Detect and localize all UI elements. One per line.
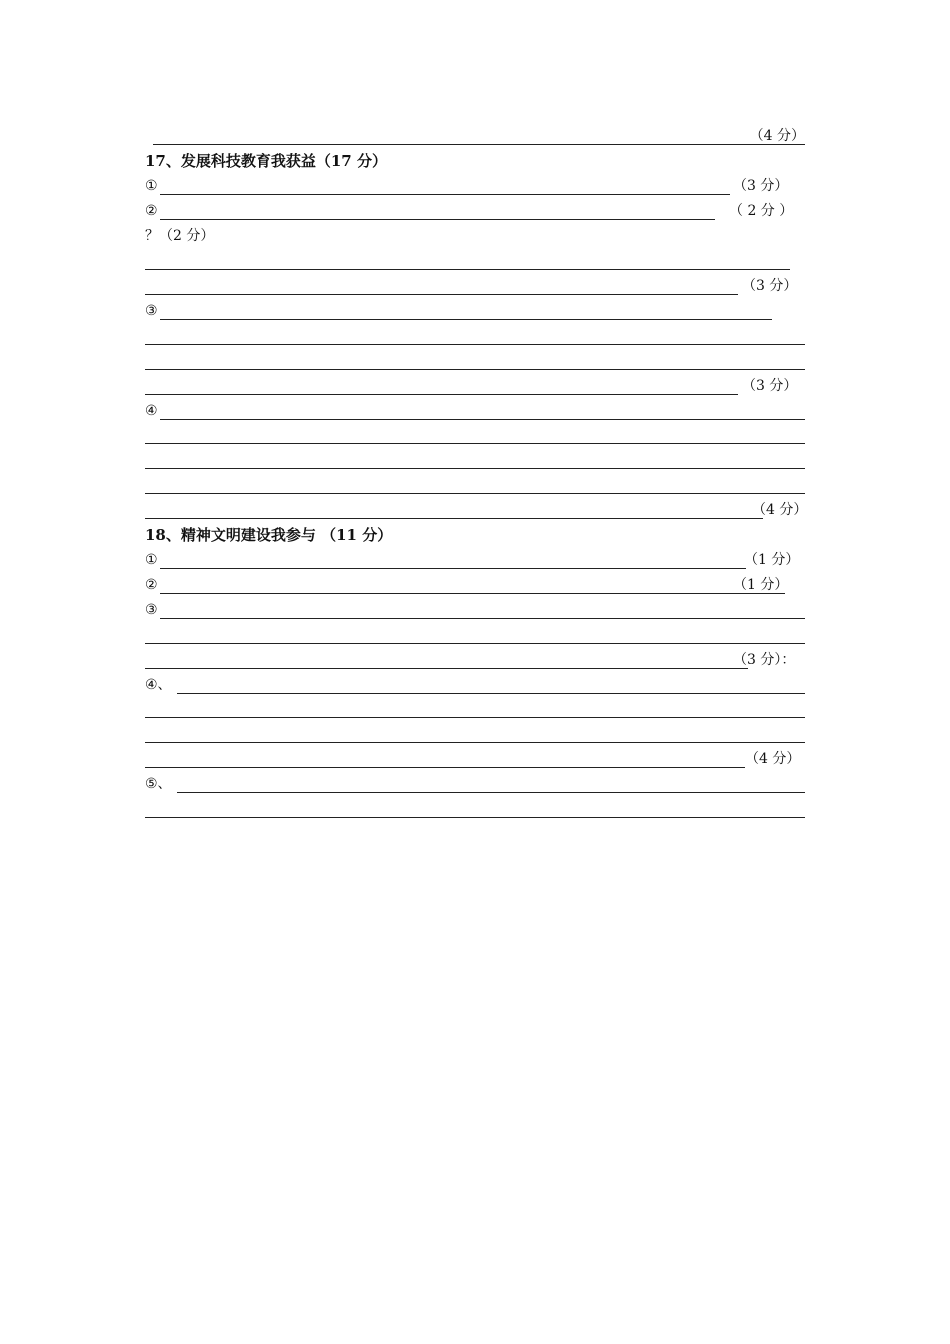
answer-line[interactable] xyxy=(145,468,805,469)
question-heading: 18、精神文明建设我参与 （11 分） xyxy=(145,526,393,544)
answer-line[interactable] xyxy=(145,668,748,669)
answer-line[interactable] xyxy=(145,394,738,395)
answer-line[interactable] xyxy=(160,568,746,569)
answer-line[interactable] xyxy=(145,443,805,444)
q18-item-4-end[interactable] xyxy=(145,750,805,768)
answer-line[interactable] xyxy=(145,742,805,743)
q18-item-2[interactable] xyxy=(145,576,805,594)
answer-line[interactable] xyxy=(160,219,715,220)
q17-blank-line[interactable] xyxy=(145,426,805,444)
item-marker: ② xyxy=(145,577,158,593)
q17-item-1[interactable] xyxy=(145,177,805,195)
item-marker: ② xyxy=(145,203,158,219)
q17-item-4[interactable] xyxy=(145,402,805,420)
answer-line[interactable] xyxy=(145,294,738,295)
q17-blank-line[interactable] xyxy=(145,451,805,469)
q17-item-4-end[interactable] xyxy=(145,501,808,519)
q17-blank-line[interactable] xyxy=(145,252,805,270)
answer-line[interactable] xyxy=(160,194,730,195)
answer-line[interactable] xyxy=(145,643,805,644)
q18-item-1[interactable] xyxy=(145,551,805,569)
item-marker: ？（2 分） xyxy=(145,228,215,244)
item-marker: ① xyxy=(145,178,158,194)
q16-last-answer-line[interactable] xyxy=(145,127,805,145)
q17-item-2-end[interactable] xyxy=(145,277,805,295)
score-label: （3 分） xyxy=(742,278,798,294)
q18-item-4[interactable] xyxy=(145,676,805,694)
score-label: （4 分） xyxy=(745,751,801,767)
score-label: （ 2 分 ） xyxy=(729,203,794,219)
q18-blank-line[interactable] xyxy=(145,725,805,743)
q17-blank-line[interactable] xyxy=(145,476,805,494)
q18-item-3[interactable] xyxy=(145,601,805,619)
answer-line[interactable] xyxy=(145,717,805,718)
item-marker: ③ xyxy=(145,602,158,618)
answer-line[interactable] xyxy=(177,792,805,793)
answer-line[interactable] xyxy=(160,319,772,320)
answer-line[interactable] xyxy=(160,618,805,619)
score-label: （4 分） xyxy=(749,128,805,144)
answer-line[interactable] xyxy=(160,593,785,594)
answer-line[interactable] xyxy=(145,269,790,270)
q17-item-2-sub xyxy=(145,227,805,245)
q18-blank-line[interactable] xyxy=(145,800,805,818)
answer-line[interactable] xyxy=(160,419,805,420)
q18-item-3-end[interactable] xyxy=(145,651,805,669)
item-marker: ③ xyxy=(145,303,158,319)
answer-line[interactable] xyxy=(145,767,745,768)
item-marker: ① xyxy=(145,552,158,568)
answer-line[interactable] xyxy=(177,693,805,694)
q17-blank-line[interactable] xyxy=(145,327,805,345)
item-marker: ④、 xyxy=(145,677,172,693)
q17-item-3-end[interactable] xyxy=(145,377,805,395)
q18-blank-line[interactable] xyxy=(145,626,805,644)
answer-line[interactable] xyxy=(153,144,805,145)
score-label: （1 分） xyxy=(733,577,789,593)
answer-line[interactable] xyxy=(145,817,805,818)
score-label: （4 分） xyxy=(752,502,808,518)
score-label: （1 分） xyxy=(744,552,800,568)
answer-line[interactable] xyxy=(145,518,763,519)
q17-item-3[interactable] xyxy=(145,302,805,320)
q18-blank-line[interactable] xyxy=(145,700,805,718)
q17-heading xyxy=(145,152,805,170)
q17-item-2[interactable] xyxy=(145,202,805,220)
answer-line[interactable] xyxy=(145,369,805,370)
item-marker: ④ xyxy=(145,403,158,419)
answer-line[interactable] xyxy=(145,344,805,345)
q18-item-5[interactable] xyxy=(145,775,805,793)
score-label: （3 分） xyxy=(733,178,789,194)
item-marker: ⑤、 xyxy=(145,776,172,792)
score-label: （3 分） xyxy=(742,378,798,394)
q17-blank-line[interactable] xyxy=(145,352,805,370)
question-heading: 17、发展科技教育我获益（17 分） xyxy=(145,152,387,170)
q18-heading xyxy=(145,526,805,544)
score-label: （3 分）： xyxy=(733,652,796,668)
answer-line[interactable] xyxy=(145,493,805,494)
